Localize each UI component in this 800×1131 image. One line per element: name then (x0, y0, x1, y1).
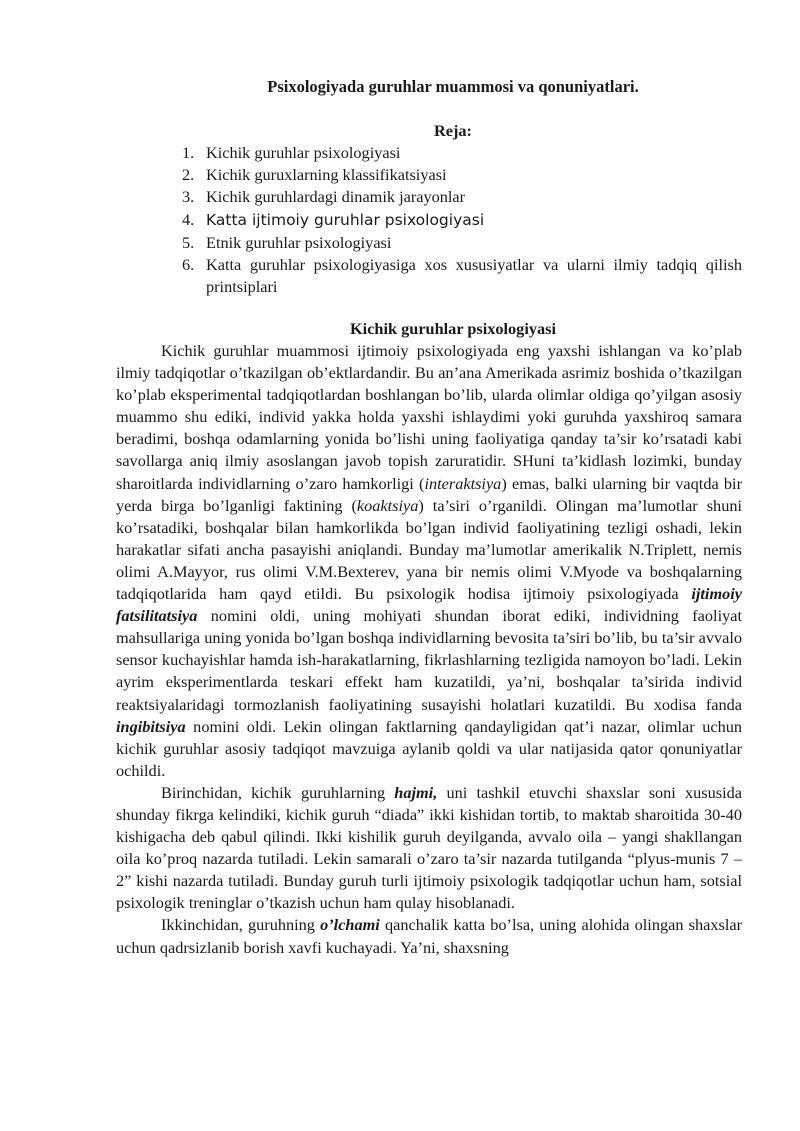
plan-item-text: Katta ijtimoiy guruhlar psixologiyasi (206, 211, 485, 230)
plan-item-text: Katta guruhlar psixologiyasiga xos xususiyatlar va ularni ilmiy tadqiq qilish printsiplari (206, 255, 742, 297)
term-olchami: o’lchami (320, 915, 380, 935)
plan-item-number: 2. (182, 165, 195, 185)
plan-item (182, 164, 742, 186)
paragraph (116, 340, 742, 782)
plan-item-text: Etnik guruhlar psixologiyasi (206, 233, 392, 253)
plan-item (182, 254, 742, 298)
text-run: Kichik guruhlar muammosi ijtimoiy psixologiyada eng yaxshi ishlangan va ko’plab ilmiy tadqiqotlar o’tkazilgan ob’ektlardandir. Bu an’ana Amerikada asrimiz boshida o’tkazilgan ko’plab eksperimental tadqiqotlardan boshlangan bo’lib, ularda olimlar oldiga qo’yilgan asosiy muammo shu ediki, individ yakka holda yaxshi ishlaydimi yoki guruhda yaxshiroq samara beradimi, boshqa odamlarning yonida bo’lishi uning faoliyatiga qanday ta’sir ko’rsatadi kabi savollarga aniq ilmiy asoslangan javob topish zaruratidir. SHuni ta’kidlash lozimki, bunday sharoitlarda individlarning o’zaro hamkorligi ( (116, 341, 742, 493)
plan-item-text: Kichik guruhlar psixologiyasi (206, 143, 401, 162)
term-ingibitsiya: ingibitsiya (116, 716, 186, 736)
paragraph (116, 914, 742, 958)
plan-item-number: 4. (182, 210, 195, 230)
document-title: Psixologiyada guruhlar muammosi va qonuniyatlari. (267, 77, 639, 96)
term-ijtimoiy-fatsilitatsiya: ijtimoiy fatsilitatsiya (116, 584, 742, 626)
text-run: ) ta’siri o’rganildi. Olingan ma’lumotlar shuni ko’rsatadiki, boshqalar bilan hamkorlikda bo’lgan individ faoliyatining tezligi oshadi, lekin harakatlar sifati ancha pasayishi aniqlandi. Bunday ma’lumotlar amerikalik N.Triplett, nemis olimi A.Mayyor, rus olimi V.M.Bexterev, yana bir nemis olimi V.Myode va boshqalarning tadqiqotlarida ham qayd etildi. Bu psixologik hodisa ijtimoiy psixologiyada (116, 495, 742, 604)
text-run: Birinchidan, kichik guruhlarning (161, 782, 395, 802)
plan-item-number: 5. (182, 233, 195, 253)
section-title: Kichik guruhlar psixologiyasi (350, 319, 556, 338)
term-interaktsiya: interaktsiya (424, 473, 502, 493)
term-hajmi: hajmi, (394, 782, 438, 802)
term-koaktsiya: koaktsiya (356, 495, 419, 515)
plan-list (182, 142, 742, 299)
text-run: ) emas, balki ularning bir vaqtda bir yerda birga bo’lganligi faktining ( (116, 473, 743, 515)
text-run: qanchalik katta bo’lsa, uning alohida olingan shaxslar uchun qadrsizlanib borish xavfi kuchayadi. Ya’ni, shaxsning (116, 915, 742, 957)
plan-item (182, 186, 742, 208)
plan-item (182, 208, 742, 232)
body-text (116, 340, 742, 959)
plan-heading: Reja: (434, 121, 472, 140)
paragraph (116, 782, 742, 915)
plan-item-text: Kichik guruxlarning klassifikatsiyasi (206, 165, 447, 185)
plan-item-number: 6. (182, 255, 195, 275)
plan-item-text: Kichik guruhlardagi dinamik jarayonlar (206, 187, 466, 207)
plan-item-number: 3. (182, 187, 195, 207)
plan-item (182, 142, 742, 164)
text-run: nomini oldi. Lekin olingan faktlarning qandayligidan qat’i nazar, olimlar uchun kichik guruhlar asosiy tadqiqot mavzuiga aylanib qoldi va ular natijasida qator qonuniyatlar ochildi. (116, 716, 742, 780)
plan-item (182, 232, 742, 254)
plan-item-number: 1. (182, 143, 195, 162)
text-run: uni tashkil etuvchi shaxslar soni xususida shunday fikrga kelindiki, kichik guruh “diada” ikki kishidan tortib, to maktab sharoitida 30-40 kishigacha deb qabul qilindi. Ikki kishilik guruh deyilganda, avvalo oila – yangi shakllangan oila ko’proq nazarda tutiladi. Lekin samarali o’zaro ta’sir nazarda tutilganda “plyus-munis 7 – 2” kishi nazarda tutiladi. Bunday guruh turli ijtimoiy psixologik tadqiqotlar uchun ham, sotsial psixologik treninglar o’tkazish uchun ham qulay hisoblanadi. (116, 782, 742, 913)
text-run: nomini oldi, uning mohiyati shundan iborat ediki, individning faoliyat mahsullariga uning yonida bo’lgan boshqa individlarning bevosita ta’siri bo’lib, bu ta’sir avvalo sensor kuchayishlar hamda ish-harakatlarning, fikrlashlarning tezligida namoyon bo’ladi. Lekin ayrim eksperimentlarda teskari effekt ham kuzatildi, ya’ni, boshqalar ta’sirida individ reaktsiyalaridagi tormozlanish faoliyatining susayishi holatlari kuzatildi. Bu xodisa fanda (116, 606, 742, 714)
text-run: Ikkinchidan, guruhning (161, 915, 321, 935)
